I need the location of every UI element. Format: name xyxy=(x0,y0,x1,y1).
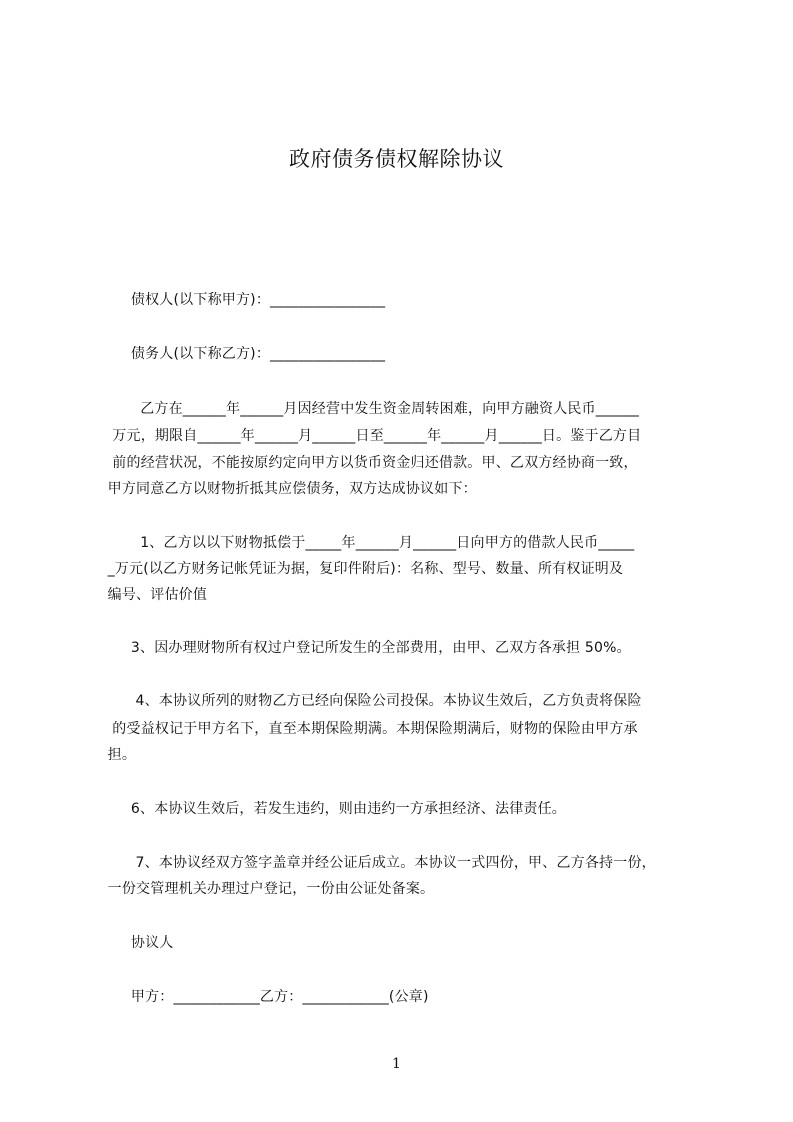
paragraph-line: 万元，期限自______年______月______日至______年______月______日。鉴于乙方目 xyxy=(103,428,642,444)
clause-7-line: 7、本协议经双方签字盖章并经公证后成立。本协议一式四份，甲、乙方各持一份， xyxy=(103,855,656,871)
parties-heading: 协议人 xyxy=(103,935,174,951)
paragraph-line: 乙方在______年______月因经营中发生资金周转困难，向甲方融资人民币______ xyxy=(103,401,639,417)
clause-1-line: _万元(以乙方财务记帐凭证为据，复印件附后)：名称、型号、数量、所有权证明及 xyxy=(103,561,624,577)
paragraph-line: 前的经营状况，不能按原约定向甲方以货币资金归还借款。甲、乙双方经协商一致， xyxy=(103,455,638,471)
clause-7-line: 一份交管理机关办理过户登记，一份由公证处备案。 xyxy=(103,881,435,897)
clause-1-line: 编号、评估价值 xyxy=(103,587,208,603)
clause-4-line: 4、本协议所列的财物乙方已经向保险公司投保。本协议生效后，乙方负责将保险 xyxy=(103,693,642,709)
clause-1-line: 1、乙方以以下财物抵偿于_____年______月______日向甲方的借款人民币_____ xyxy=(103,535,635,551)
clause-3-line: 3、因办理财物所有权过户登记所发生的全部费用，由甲、乙双方各承担 50%。 xyxy=(103,640,631,656)
debtor-line: 债务人(以下称乙方)：________________ xyxy=(103,346,386,362)
page-number: 1 xyxy=(392,1056,401,1072)
signature-line: 甲方：____________乙方：____________(公章) xyxy=(103,989,429,1005)
clause-4-line: 担。 xyxy=(103,747,137,763)
document-title: 政府债务债权解除协议 xyxy=(289,147,504,171)
clause-6-line: 6、本协议生效后，若发生违约，则由违约一方承担经济、法律责任。 xyxy=(103,801,567,817)
creditor-line: 债权人(以下称甲方)：________________ xyxy=(103,292,386,308)
paragraph-line: 甲方同意乙方以财物折抵其应偿债务，双方达成协议如下： xyxy=(103,481,477,497)
clause-4-line: 的受益权记于甲方名下，直至本期保险期满。本期保险期满后，财物的保险由甲方承 xyxy=(103,721,638,737)
